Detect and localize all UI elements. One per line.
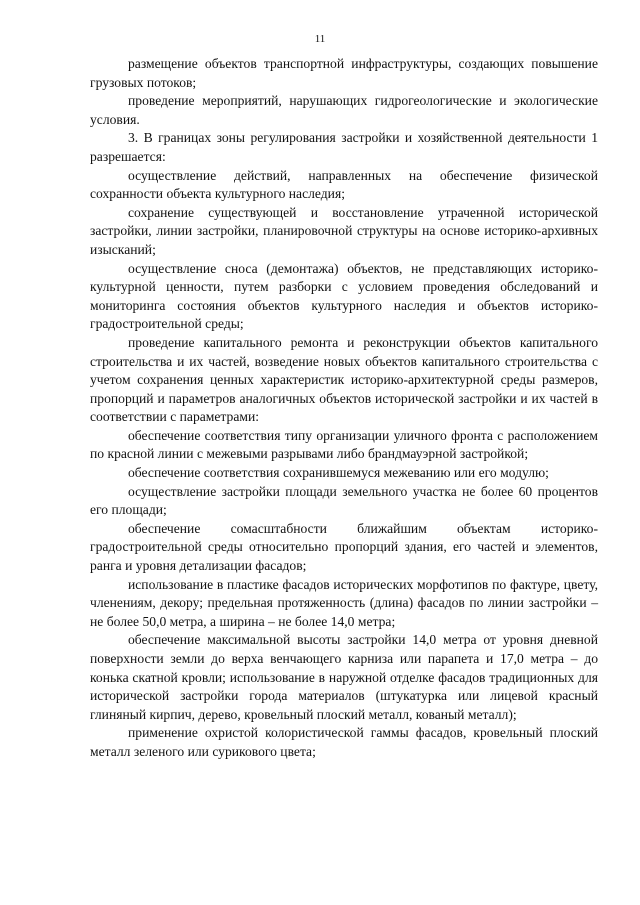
paragraph: проведение мероприятий, нарушающих гидрогеологические и экологические условия. bbox=[90, 93, 598, 127]
paragraph: обеспечение максимальной высоты застройки 14,0 метра от уровня дневной поверхности земли до верха венчающего карниза или парапета и 17,0 метра – до конька скатной кровли; использование в наружной отделке фасадов традиционных для исторической застройки города материалов (штукатурка или лицевой красный глиняный кирпич, дерево, кровельный плоский металл, кованый металл); bbox=[90, 632, 598, 722]
paragraph: осуществление сноса (демонтажа) объектов, не представляющих историко-культурной ценности, путем разборки с условием проведения обследований и мониторинга состояния объектов культурного наследия и объектов историко-градостроительной среды; bbox=[90, 260, 598, 332]
paragraph: использование в пластике фасадов исторических морфотипов по фактуре, цвету, членениям, декору; предельная протяженность (длина) фасадов по линии застройки – не более 50,0 метра, а ширина – не более 14,0 метра; bbox=[90, 576, 598, 629]
paragraph: осуществление действий, направленных на обеспечение физической сохранности объекта культурного наследия; bbox=[90, 167, 598, 202]
paragraph: обеспечение соответствия типу организации уличного фронта с расположением по красной линии с межевыми разрывами либо брандмауэрной застройкой; bbox=[90, 427, 598, 462]
paragraph: размещение объектов транспортной инфраструктуры, создающих повышение грузовых потоков; bbox=[90, 56, 598, 90]
paragraph: сохранение существующей и восстановление утраченной исторической застройки, линии застройки, планировочной структуры на основе историко-архивных изысканий; bbox=[90, 204, 598, 257]
paragraph: проведение капитального ремонта и реконструкции объектов капитального строительства и их частей, возведение новых объектов капитального строительства с учетом сохранения ценных характеристик историко-архитектурной среды размеров, пропорций и параметров аналогичных объектов исторической застройки и их частей в соответствии с параметрами: bbox=[90, 334, 598, 425]
paragraph: 3. В границах зоны регулирования застройки и хозяйственной деятельности 1 разрешается: bbox=[90, 130, 598, 164]
page-number: 11 bbox=[314, 33, 326, 45]
paragraph: осуществление застройки площади земельного участка не более 60 процентов его площади; bbox=[90, 483, 598, 518]
paragraph: применение охристой колористической гаммы фасадов, кровельный плоский металл зеленого или сурикового цвета; bbox=[90, 725, 598, 759]
paragraph: обеспечение соответствия сохранившемуся межеванию или его модулю; bbox=[128, 465, 549, 481]
paragraph: обеспечение сомасштабности ближайшим объектам историко-градостроительной среды относительно пропорций здания, его частей и элементов, ранга и уровня детализации фасадов; bbox=[90, 520, 598, 574]
document-body bbox=[90, 55, 598, 762]
